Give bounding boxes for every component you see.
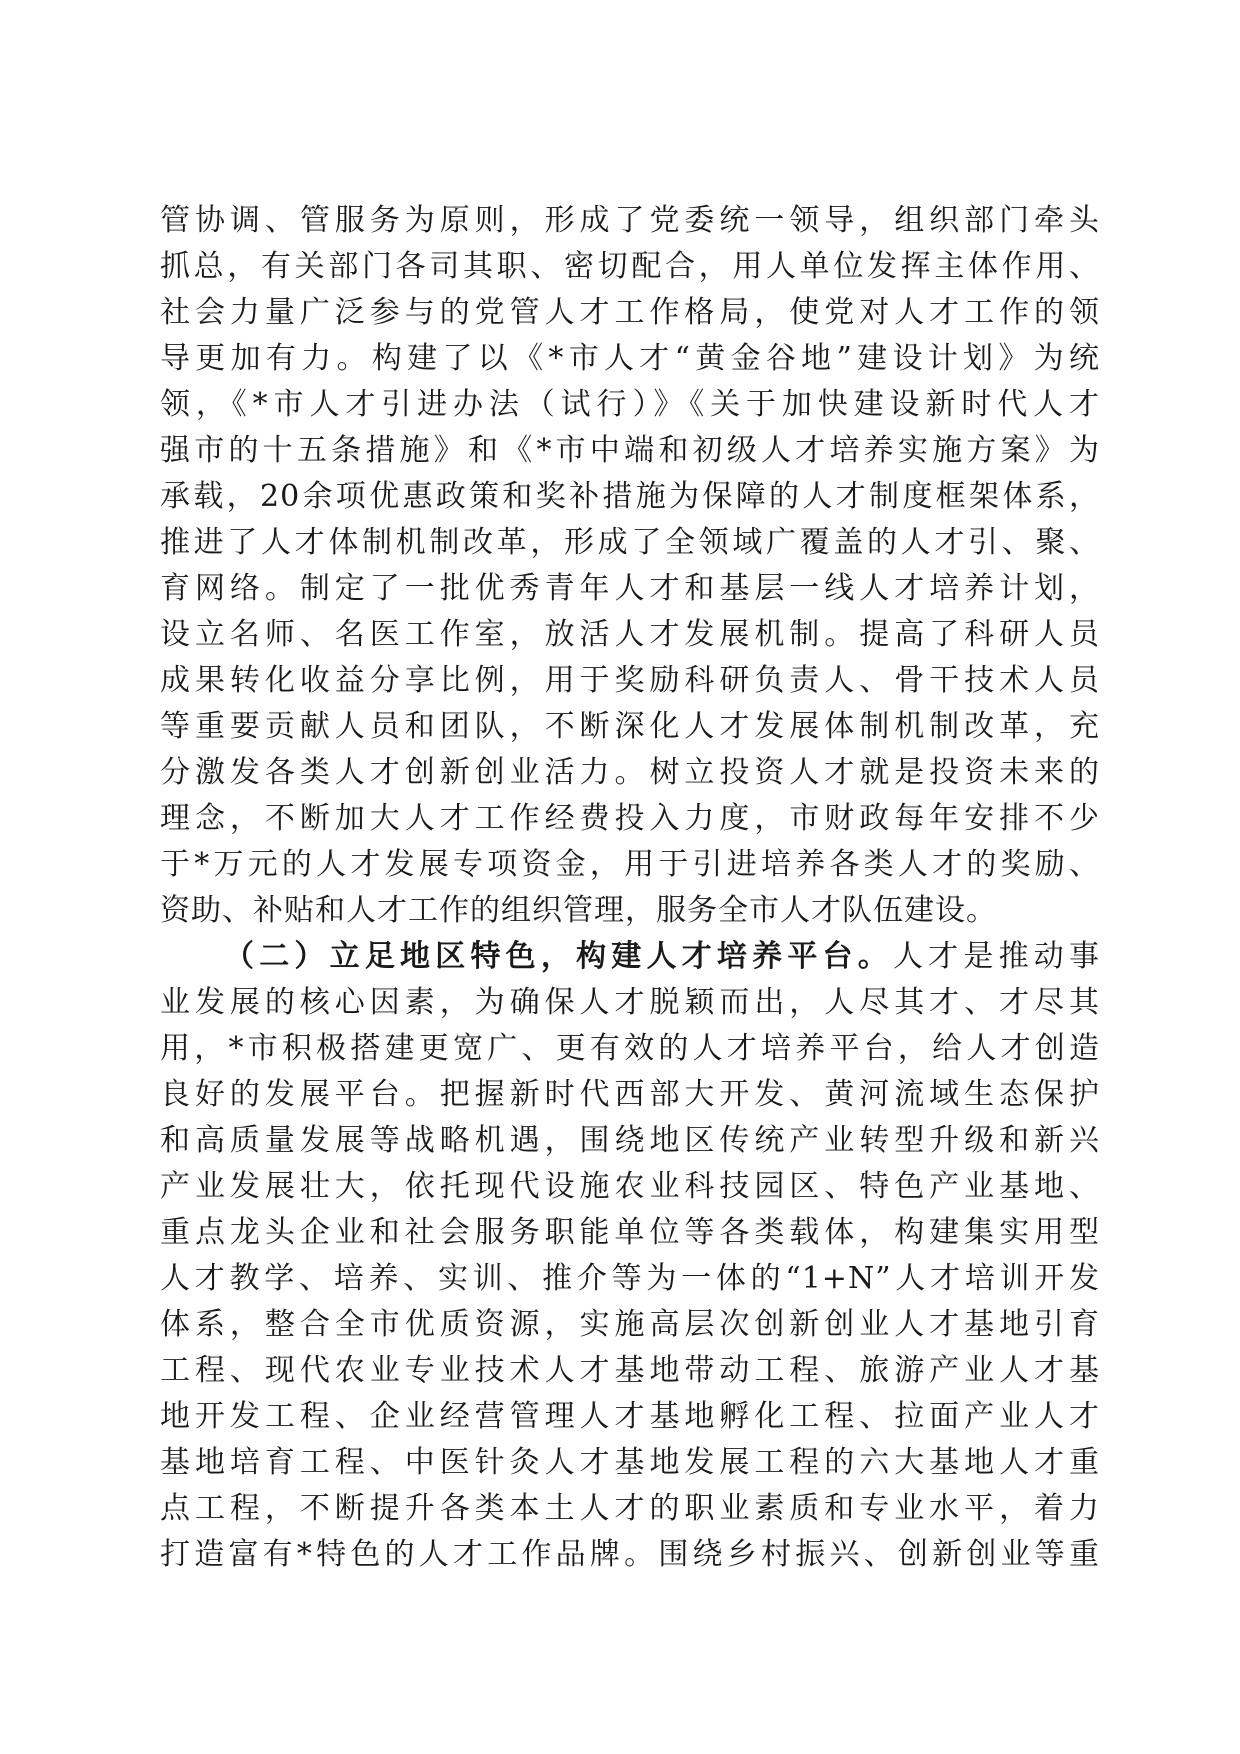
text-line: 分激发各类人才创新创业活力。树立投资人才就是投资未来的 (160, 755, 1100, 790)
text-line: 管协调、管服务为原则，形成了党委统一领导，组织部门牵头 (160, 203, 1100, 238)
text-line: 领，《*市人才引进办法（试行）》《关于加快建设新时代人才 (160, 387, 1100, 422)
text-line: 抓总，有关部门各司其职、密切配合，用人单位发挥主体作用、 (160, 249, 1100, 284)
text-line: 体系，整合全市优质资源，实施高层次创新创业人才基地引育 (160, 1307, 1100, 1342)
text-line: 人才教学、培养、实训、推介等为一体的“1+N”人才培训开发 (160, 1261, 1100, 1296)
document-body (160, 198, 1100, 1578)
text-line: 承载，20余项优惠政策和奖补措施为保障的人才制度框架体系， (160, 479, 1100, 514)
text-line: 推进了人才体制机制改革，形成了全领域广覆盖的人才引、聚、 (160, 525, 1100, 560)
text-line: 理念，不断加大人才工作经费投入力度，市财政每年安排不少 (160, 801, 1100, 836)
text-line: 社会力量广泛参与的党管人才工作格局，使党对人才工作的领 (160, 295, 1100, 330)
text-line: 产业发展壮大，依托现代设施农业科技园区、特色产业基地、 (160, 1169, 1100, 1204)
text-line: 等重要贡献人员和团队，不断深化人才发展体制机制改革，充 (160, 709, 1100, 744)
text-line: 强市的十五条措施》和《*市中端和初级人才培养实施方案》为 (160, 433, 1100, 468)
text-line: 地开发工程、企业经营管理人才基地孵化工程、拉面产业人才 (160, 1399, 1100, 1434)
text-line: 成果转化收益分享比例，用于奖励科研负责人、骨干技术人员 (160, 663, 1100, 698)
text-line: 业发展的核心因素，为确保人才脱颖而出，人尽其才、才尽其 (160, 985, 1100, 1020)
text-line: 导更加有力。构建了以《*市人才“黄金谷地”建设计划》为统 (160, 341, 1100, 376)
text-line: 点工程，不断提升各类本土人才的职业素质和专业水平，着力 (160, 1491, 1100, 1526)
text-line: 用，*市积极搭建更宽广、更有效的人才培养平台，给人才创造 (160, 1031, 1100, 1066)
text-line: 基地培育工程、中医针灸人才基地发展工程的六大基地人才重 (160, 1445, 1100, 1480)
text-line: 重点龙头企业和社会服务职能单位等各类载体，构建集实用型 (160, 1215, 1100, 1250)
text-line: 良好的发展平台。把握新时代西部大开发、黄河流域生态保护 (160, 1077, 1100, 1112)
section-heading-rest: 人才是推动事 (892, 939, 1101, 974)
text-line: 育网络。制定了一批优秀青年人才和基层一线人才培养计划， (160, 571, 1100, 606)
text-line: 于*万元的人才发展专项资金，用于引进培养各类人才的奖励、 (160, 847, 1100, 882)
text-line: 和高质量发展等战略机遇，围绕地区传统产业转型升级和新兴 (160, 1123, 1100, 1158)
text-line: 工程、现代农业专业技术人才基地带动工程、旅游产业人才基 (160, 1353, 1100, 1388)
text-line: 打造富有*特色的人才工作品牌。围绕乡村振兴、创新创业等重 (160, 1537, 1100, 1572)
section-heading-line (160, 934, 1100, 980)
section-heading: （二）立足地区特色，构建人才培养平台。 (224, 939, 893, 974)
text-line: 资助、补贴和人才工作的组织管理，服务全市人才队伍建设。 (160, 893, 997, 928)
text-line: 设立名师、名医工作室，放活人才发展机制。提高了科研人员 (160, 617, 1100, 652)
